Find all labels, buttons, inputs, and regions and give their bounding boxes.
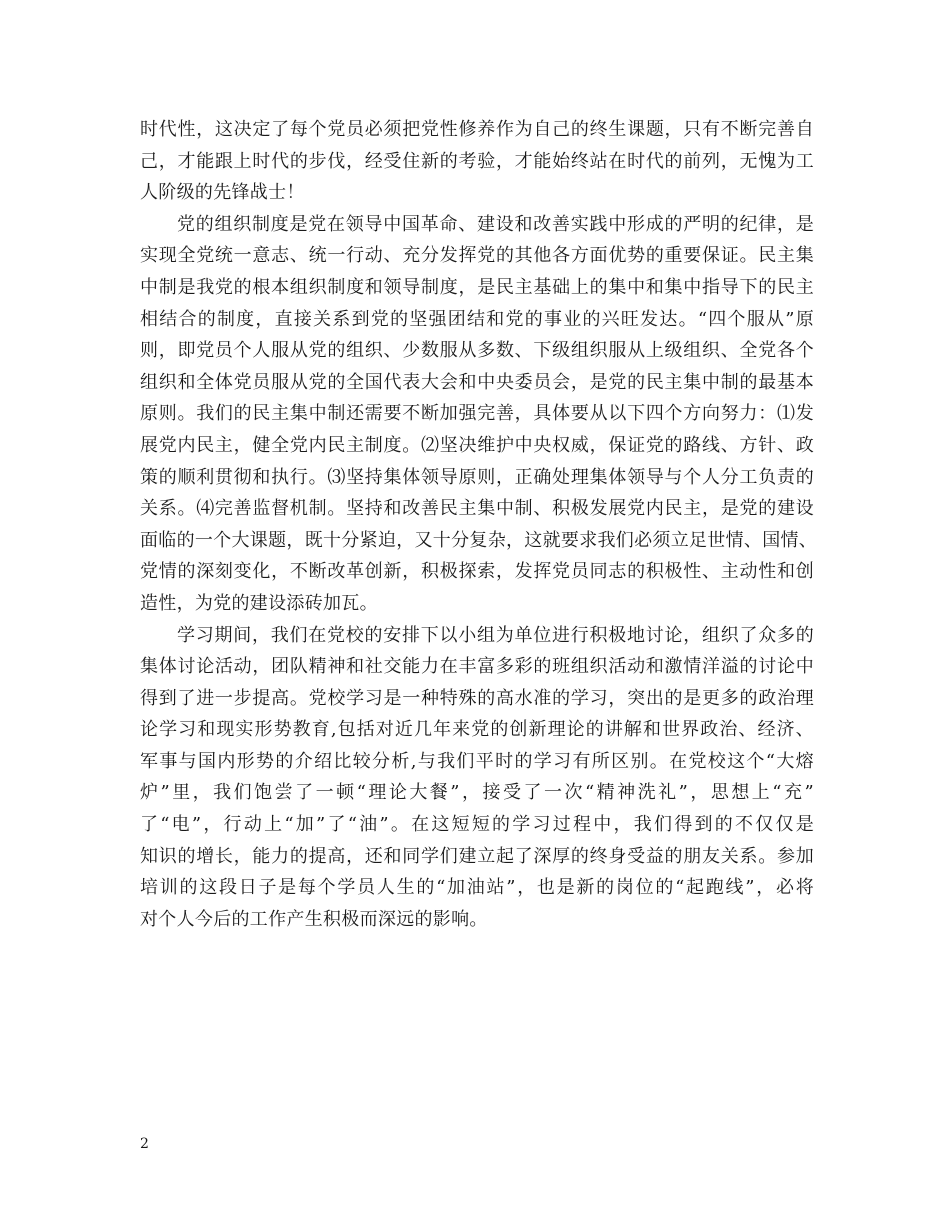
- text-line: 炉”里，我们饱尝了一顿“理论大餐”，接受了一次“精神洗礼”，思想上“充”: [140, 782, 814, 804]
- text-line: 对个人今后的工作产生积极而深远的影响。: [140, 908, 488, 930]
- text-line: 论学习和现实形势教育,包括对近几年来党的创新理论的讲解和世界政治、经济、: [140, 719, 814, 741]
- text-line: 组织和全体党员服从党的全国代表大会和中央委员会，是党的民主集中制的最基本: [140, 371, 814, 393]
- text-line: 中制是我党的根本组织制度和领导制度，是民主基础上的集中和集中指导下的民主: [140, 276, 814, 298]
- text-line: 培训的这段日子是每个学员人生的“加油站”，也是新的岗位的“起跑线”，必将: [140, 877, 814, 899]
- text-line: 关系。⑷完善监督机制。坚持和改善民主集中制、积极发展党内民主，是党的建设: [140, 498, 814, 520]
- text-line: 展党内民主，健全党内民主制度。⑵坚决维护中央权威，保证党的路线、方针、政: [140, 434, 814, 456]
- text-line: 党情的深刻变化，不断改革创新，积极探索，发挥党员同志的积极性、主动性和创: [140, 561, 814, 583]
- text-line: 党的组织制度是党在领导中国革命、建设和改善实践中形成的严明的纪律，是: [177, 213, 814, 235]
- paragraph-1: [140, 114, 814, 209]
- text-line: 则，即党员个人服从党的组织、少数服从多数、下级组织服从上级组织、全党各个: [140, 340, 814, 362]
- text-line: 得到了进一步提高。党校学习是一种特殊的高水准的学习，突出的是更多的政治理: [140, 687, 814, 709]
- page-number: 2: [140, 1136, 149, 1152]
- text-line: 人阶级的先锋战士！: [140, 182, 305, 204]
- body-text: [140, 114, 818, 935]
- paragraph-2: [140, 209, 818, 620]
- text-line: 了“电”，行动上“加”了“油”。在这短短的学习过程中，我们得到的不仅仅是: [140, 814, 814, 836]
- text-line: 原则。我们的民主集中制还需要不断加强完善，具体要从以下四个方向努力：⑴发: [140, 403, 814, 425]
- text-line: 军事与国内形势的介绍比较分析,与我们平时的学习有所区别。在党校这个“大熔: [140, 750, 814, 772]
- text-line: 知识的增长，能力的提高，还和同学们建立起了深厚的终身受益的朋友关系。参加: [140, 845, 814, 867]
- text-line: 策的顺利贯彻和执行。⑶坚持集体领导原则，正确处理集体领导与个人分工负责的: [140, 466, 814, 488]
- text-line: 造性，为党的建设添砖加瓦。: [140, 592, 378, 614]
- text-line: 己，才能跟上时代的步伐，经受住新的考验，才能始终站在时代的前列，无愧为工: [140, 150, 814, 172]
- text-line: 学习期间，我们在党校的安排下以小组为单位进行积极地讨论，组织了众多的: [177, 624, 814, 646]
- text-line: 面临的一个大课题，既十分紧迫，又十分复杂，这就要求我们必须立足世情、国情、: [140, 529, 818, 551]
- text-line: 集体讨论活动，团队精神和社交能力在丰富多彩的班组织活动和激情洋溢的讨论中: [140, 656, 814, 678]
- paragraph-3: [140, 620, 814, 936]
- text-line: 实现全党统一意志、统一行动、充分发挥党的其他各方面优势的重要保证。民主集: [140, 245, 814, 267]
- text-line: 相结合的制度，直接关系到党的坚强团结和党的事业的兴旺发达。“四个服从”原: [140, 308, 814, 330]
- text-line: 时代性，这决定了每个党员必须把党性修养作为自己的终生课题，只有不断完善自: [140, 119, 814, 140]
